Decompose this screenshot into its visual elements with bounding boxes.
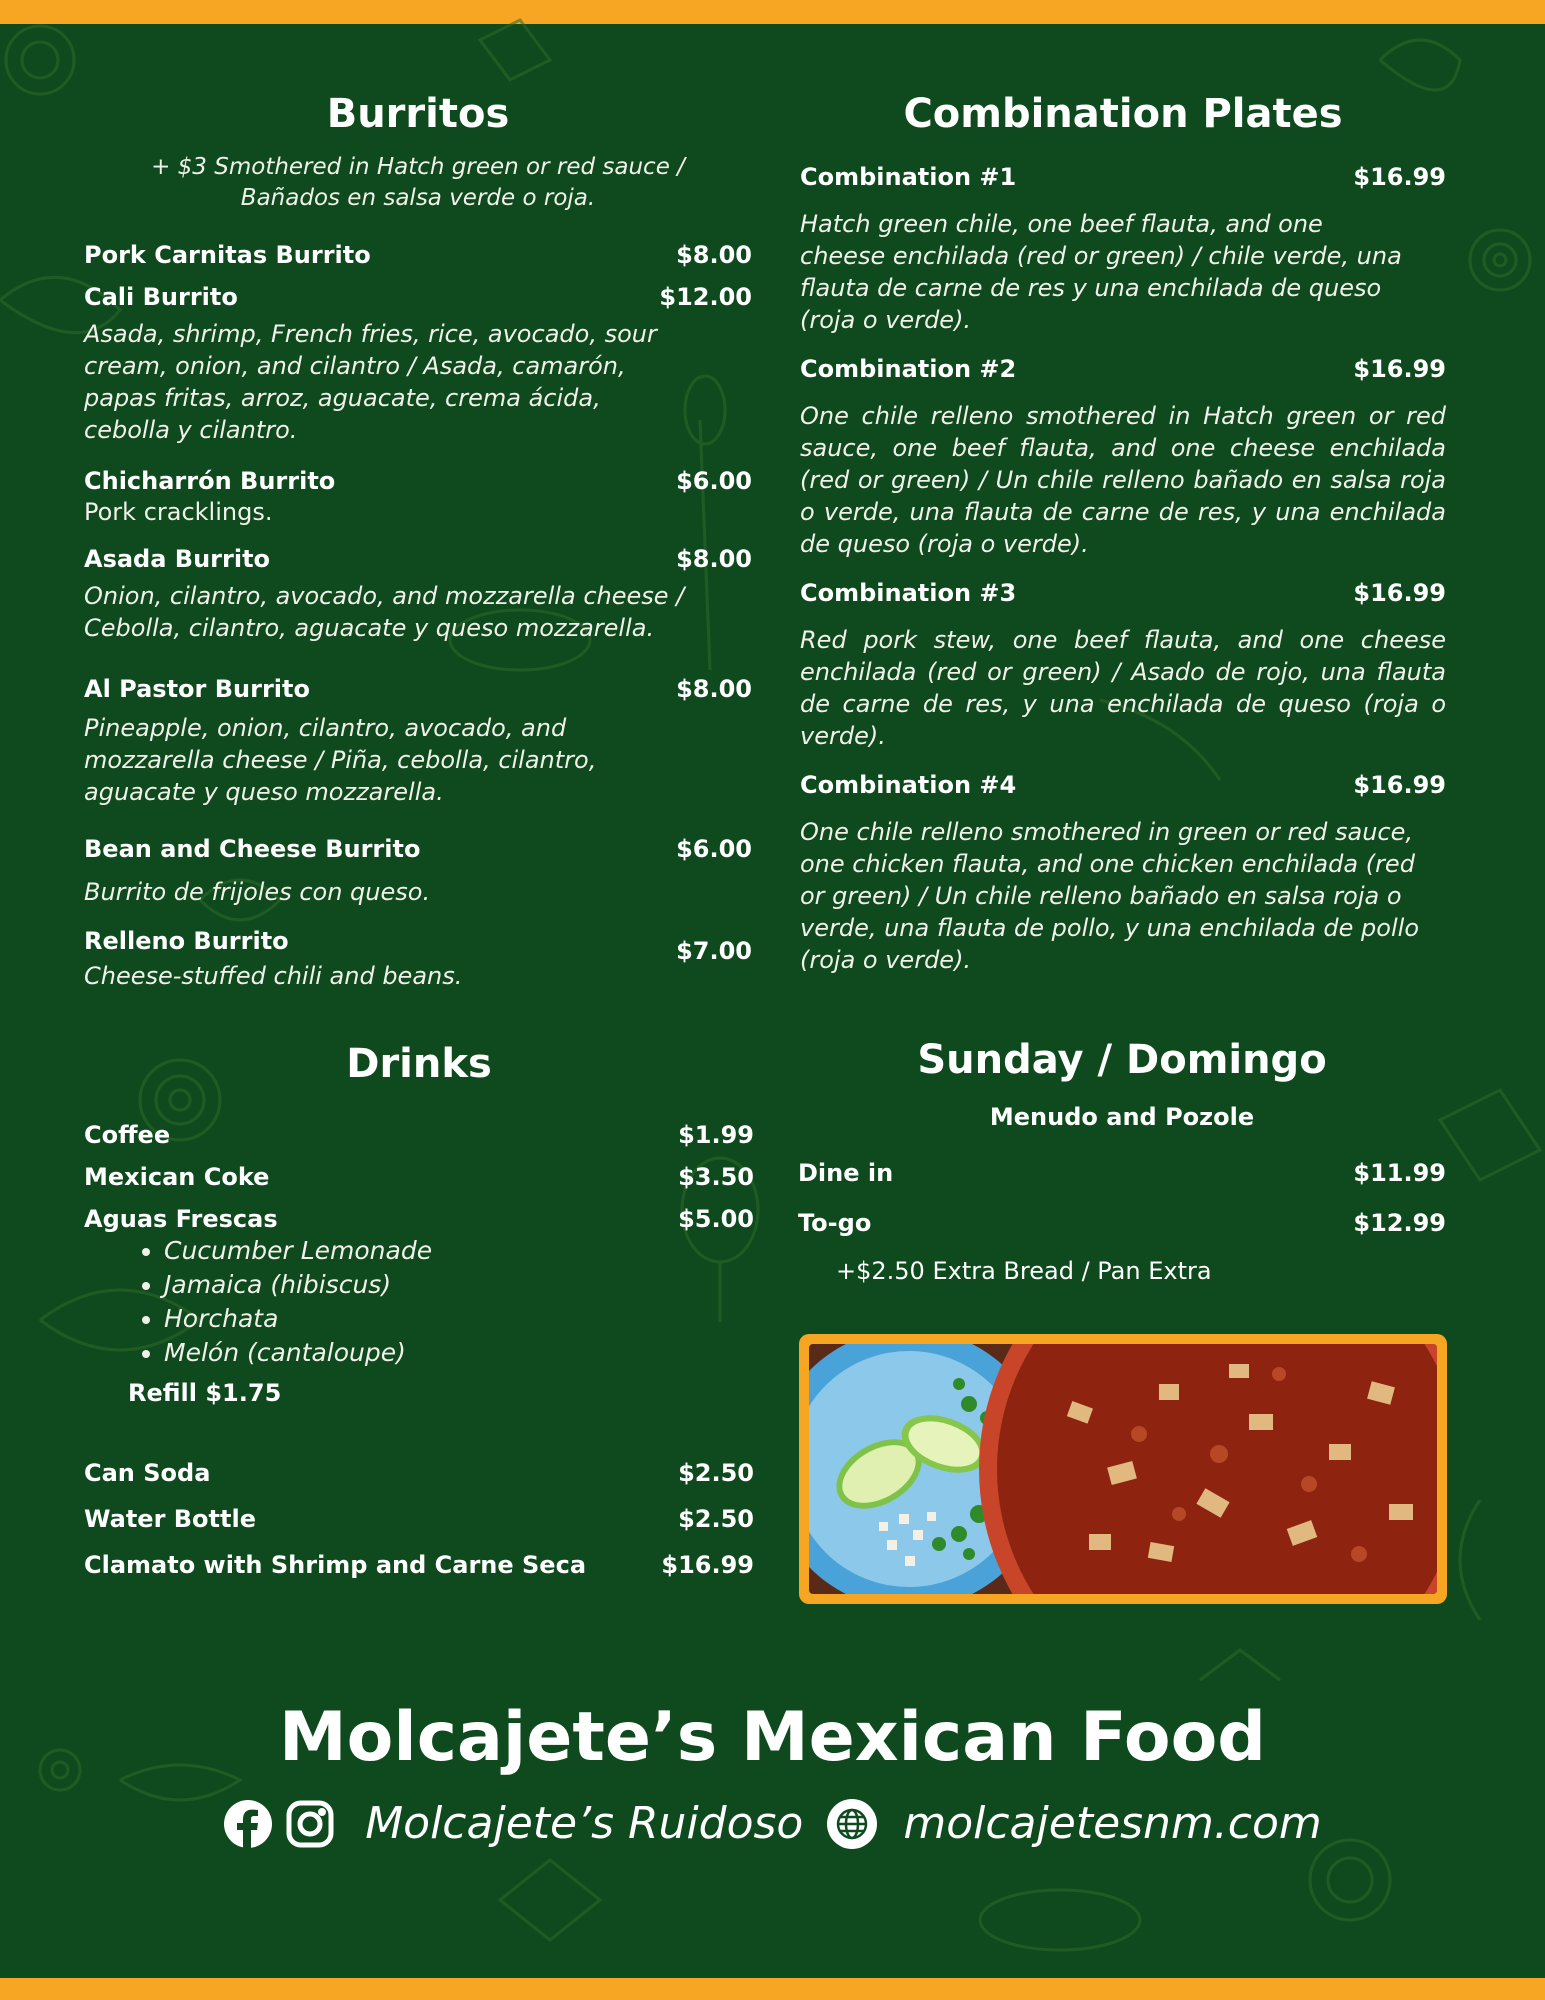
item-name: Cali Burrito	[84, 283, 238, 311]
menu-item	[84, 466, 752, 528]
item-price: $2.50	[678, 1505, 754, 1533]
menu-item	[800, 162, 1446, 336]
menudo-photo	[809, 1344, 1437, 1594]
burritos-sauce-note: + $3 Smothered in Hatch green or red sauce / Bañados en salsa verde o roja.	[151, 154, 685, 211]
menu-item	[84, 926, 752, 992]
item-description: Pork cracklings.	[84, 498, 273, 526]
website-link[interactable]: molcajetesnm.com	[903, 1798, 1322, 1849]
item-name: Clamato with Shrimp and Carne Seca	[84, 1551, 587, 1579]
item-price: $8.00	[676, 675, 752, 703]
item-price: $8.00	[676, 545, 752, 573]
menu-item	[84, 834, 752, 908]
item-name: Water Bottle	[84, 1505, 256, 1533]
item-name: Can Soda	[84, 1459, 211, 1487]
menu-item	[84, 674, 752, 808]
bottom-accent-bar	[0, 1978, 1545, 2000]
item-name: Pork Carnitas Burrito	[84, 241, 371, 269]
instagram-icon[interactable]	[285, 1799, 335, 1849]
sunday-subtitle: Menudo and Pozole	[989, 1103, 1255, 1131]
facebook-icon[interactable]	[223, 1799, 273, 1849]
drinks-section	[84, 1040, 754, 1600]
item-description: Cheese-stuffed chili and beans.	[84, 962, 463, 990]
item-price: $7.00	[676, 937, 752, 965]
list-item: • Horchata	[164, 1302, 754, 1336]
item-name: Dine in	[798, 1159, 894, 1187]
item-name: Mexican Coke	[84, 1163, 270, 1191]
globe-icon	[827, 1799, 877, 1849]
item-price: $11.99	[1353, 1159, 1446, 1187]
item-name: Combination #4	[800, 771, 1017, 799]
drink-item	[84, 1458, 754, 1488]
combinations-title: Combination Plates	[903, 91, 1343, 137]
drinks-title: Drinks	[346, 1041, 492, 1087]
list-item: • Melón (cantaloupe)	[164, 1336, 754, 1370]
item-description: One chile relleno smothered in Hatch green or red sauce, one beef flauta, and one cheese enchilada (red or green) / Un chile relleno bañado en salsa roja o verde, una flauta de carne de res, y una enchilada de queso (roja o verde).	[800, 402, 1446, 558]
list-item: • Jamaica (hibiscus)	[164, 1268, 754, 1302]
combination-plates-section	[800, 90, 1446, 1000]
extra-bread-note: +$2.50 Extra Bread / Pan Extra	[836, 1257, 1212, 1285]
menudo-photo-frame	[799, 1334, 1447, 1604]
item-price: $16.99	[1353, 163, 1446, 191]
item-name: Combination #3	[800, 579, 1017, 607]
item-name: Bean and Cheese Burrito	[84, 835, 421, 863]
menu-item	[800, 354, 1446, 560]
item-price: $16.99	[1353, 355, 1446, 383]
refill-price: Refill $1.75	[128, 1379, 282, 1407]
item-price: $16.99	[661, 1551, 754, 1579]
price-row	[798, 1208, 1446, 1238]
item-description: Burrito de frijoles con queso.	[84, 878, 431, 906]
item-name: Chicharrón Burrito	[84, 467, 336, 495]
menu-item	[800, 770, 1446, 976]
item-description: Hatch green chile, one beef flauta, and one cheese enchilada (red or green) / chile verde, una flauta de carne de res y una enchilada de queso (roja o verde).	[800, 210, 1402, 334]
menu-item	[84, 544, 752, 644]
item-price: $1.99	[678, 1121, 754, 1149]
item-description: Onion, cilantro, avocado, and mozzarella cheese / Cebolla, cilantro, aguacate y queso mozzarella.	[84, 582, 685, 642]
drink-item	[84, 1204, 754, 1408]
item-name: Relleno Burrito	[84, 927, 289, 955]
social-links	[0, 1796, 1545, 1852]
sunday-section	[798, 1036, 1446, 1296]
burritos-section	[84, 90, 752, 1010]
item-name: Aguas Frescas	[84, 1205, 278, 1233]
price-row	[798, 1158, 1446, 1188]
item-price: $6.00	[676, 467, 752, 495]
sunday-title: Sunday / Domingo	[917, 1037, 1327, 1083]
item-description: Red pork stew, one beef flauta, and one cheese enchilada (red or green) / Asado de rojo, una flauta de carne de res, y una enchilada de queso (roja o verde).	[800, 626, 1446, 750]
drink-item	[84, 1550, 754, 1580]
aguas-frescas-flavor-list	[84, 1234, 754, 1370]
drink-item	[84, 1162, 754, 1192]
drink-item	[84, 1120, 754, 1150]
item-price: $12.99	[1353, 1209, 1446, 1237]
item-price: $2.50	[678, 1459, 754, 1487]
list-item: • Cucumber Lemonade	[164, 1234, 754, 1268]
item-price: $16.99	[1353, 579, 1446, 607]
menu-item	[84, 282, 752, 446]
item-name: Coffee	[84, 1121, 171, 1149]
item-name: To-go	[798, 1209, 872, 1237]
item-description: Asada, shrimp, French fries, rice, avocado, sour cream, onion, and cilantro / Asada, camarón, papas fritas, arroz, aguacate, crema ácida, cebolla y cilantro.	[84, 320, 657, 444]
item-price: $3.50	[678, 1163, 754, 1191]
item-description: Pineapple, onion, cilantro, avocado, and mozzarella cheese / Piña, cebolla, cilantro, aguacate y queso mozzarella.	[84, 714, 597, 806]
drink-item	[84, 1504, 754, 1534]
item-price: $12.00	[659, 283, 752, 311]
item-price: $6.00	[676, 835, 752, 863]
item-name: Al Pastor Burrito	[84, 675, 310, 703]
item-price: $8.00	[676, 241, 752, 269]
item-name: Combination #1	[800, 163, 1017, 191]
item-price: $5.00	[678, 1205, 754, 1233]
item-price: $16.99	[1353, 771, 1446, 799]
restaurant-name: Molcajete’s Mexican Food	[279, 1698, 1266, 1777]
burritos-title: Burritos	[326, 91, 510, 137]
social-handle[interactable]: Molcajete’s Ruidoso	[365, 1798, 804, 1849]
menu-item	[84, 240, 752, 270]
item-name: Combination #2	[800, 355, 1017, 383]
item-description: One chile relleno smothered in green or red sauce, one chicken flauta, and one chicken enchilada (red or green) / Un chile relleno bañado en salsa roja o verde, una flauta de pollo, y una enchilada de pollo (roja o verde).	[800, 818, 1419, 974]
menu-item	[800, 578, 1446, 752]
item-name: Asada Burrito	[84, 545, 271, 573]
